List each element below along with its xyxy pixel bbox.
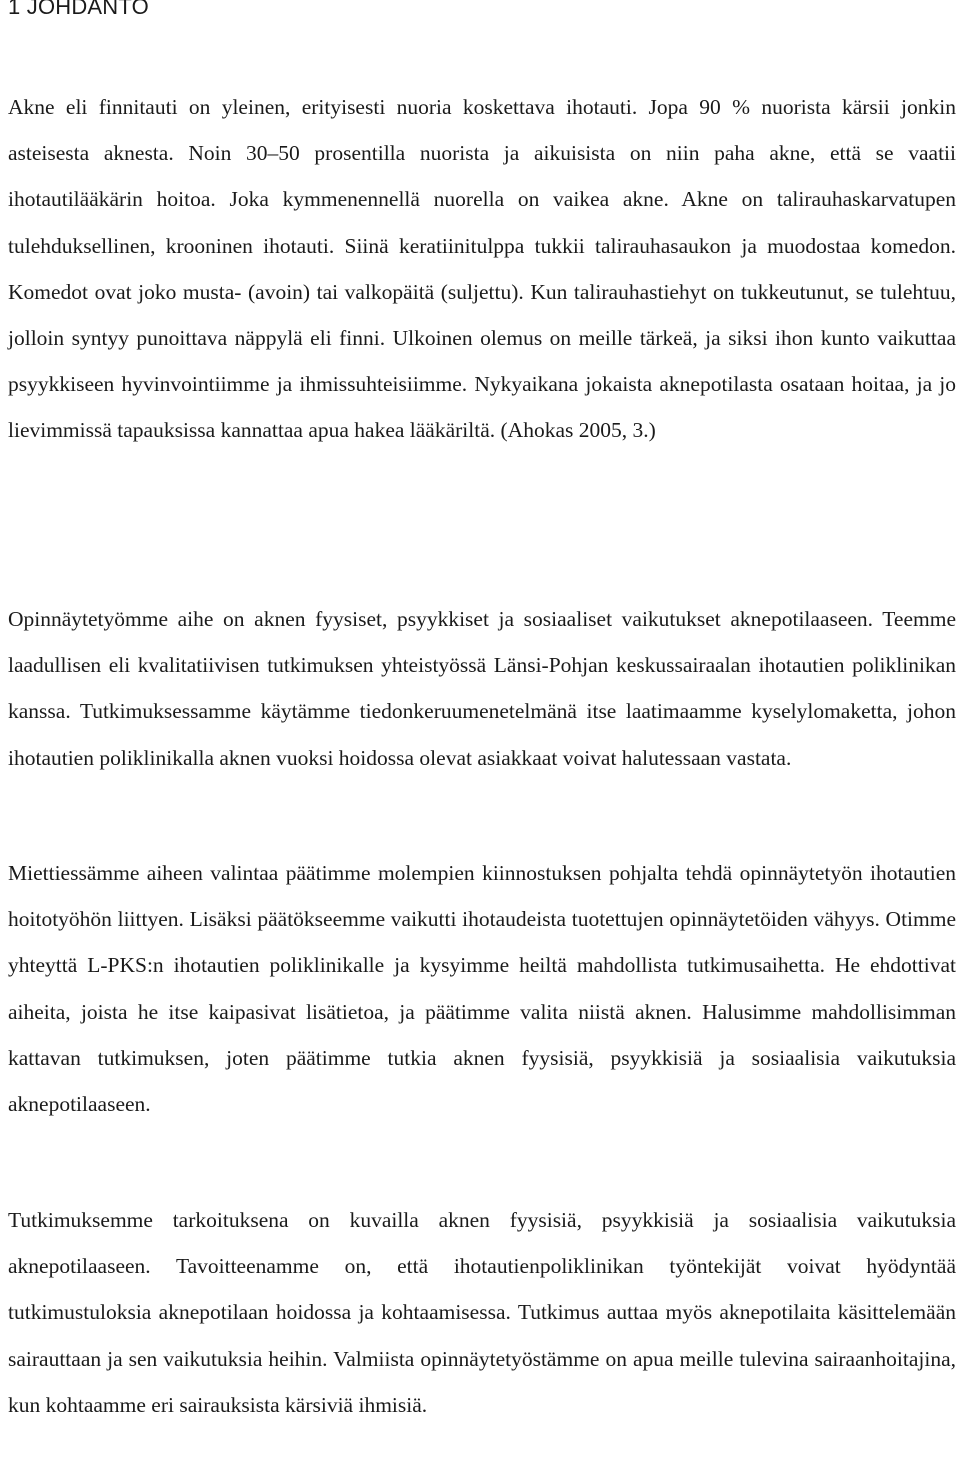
chapter-heading: 1 JOHDANTO	[8, 0, 149, 19]
paragraph-intro: Akne eli finnitauti on yleinen, erityisesti nuoria koskettava ihotauti. Jopa 90 % nuorista kärsii jonkin asteisesta aknesta. Noin 30–50 prosentilla nuorista ja aikuisista on niin paha akne, että se vaatii ihotautilääkärin hoitoa. Joka kymmenennellä nuorella on vaikea akne. Akne on talirauhaskarvatupen tulehduksellinen, krooninen ihotauti. Siinä keratiinitulppa tukkii talirauhasaukon ja muodostaa komedon. Komedot ovat joko musta- (avoin) tai valkopäitä (suljettu). Kun talirauhastiehyt on tukkeutunut, se tulehtuu, jolloin syntyy punoittava näppylä eli finni. Ulkoinen olemus on meille tärkeä, ja siksi ihon kunto vaikuttaa psyykkiseen hyvinvointiimme ja ihmissuhteisiimme. Nykyaikana jokaista aknepotilasta osataan hoitaa, ja jo lievimmissä tapauksissa kannattaa apua hakea lääkäriltä. (Ahokas 2005, 3.)	[8, 95, 956, 443]
paragraph-topic: Opinnäytetyömme aihe on aknen fyysiset, psyykkiset ja sosiaaliset vaikutukset aknepotilaaseen. Teemme laadullisen eli kvalitatiivisen tutkimuksen yhteistyössä Länsi-Pohjan keskussairaalan ihotautien poliklinikan kanssa. Tutkimuksessamme käytämme tiedonkeruumenetelmänä itse laatimaamme kyselylomaketta, johon ihotautien poliklinikalla aknen vuoksi hoidossa olevat asiakkaat voivat halutessaan vastata.	[8, 607, 956, 770]
document-page	[8, 0, 956, 1417]
paragraph-choice: Miettiessämme aiheen valintaa päätimme molempien kiinnostuksen pohjalta tehdä opinnäytetyön ihotautien hoitotyöhön liittyen. Lisäksi päätökseemme vaikutti ihotaudeista tuotettujen opinnäytetöiden vähyys. Otimme yhteyttä L-PKS:n ihotautien poliklinikalle ja kysyimme heiltä mahdollista tutkimusaihetta. He ehdottivat aiheita, joista he itse kaipasivat lisätietoa, ja päätimme valita niistä aknen. Halusimme mahdollisimman kattavan tutkimuksen, joten päätimme tutkia aknen fyysisiä, psyykkisiä ja sosiaalisia vaikutuksia aknepotilaaseen.	[8, 861, 956, 1117]
paragraph-purpose: Tutkimuksemme tarkoituksena on kuvailla aknen fyysisiä, psyykkisiä ja sosiaalisia vaikutuksia aknepotilaaseen. Tavoitteenamme on, että ihotautienpoliklinikan työntekijät voivat hyödyntää tutkimustuloksia aknepotilaan hoidossa ja kohtaamisessa. Tutkimus auttaa myös aknepotilaita käsittelemään sairauttaan ja sen vaikutuksia heihin. Valmiista opinnäytetyöstämme on apua meille tulevina sairaanhoitajina, kun kohtaamme eri sairauksista kärsiviä ihmisiä.	[8, 1208, 956, 1417]
